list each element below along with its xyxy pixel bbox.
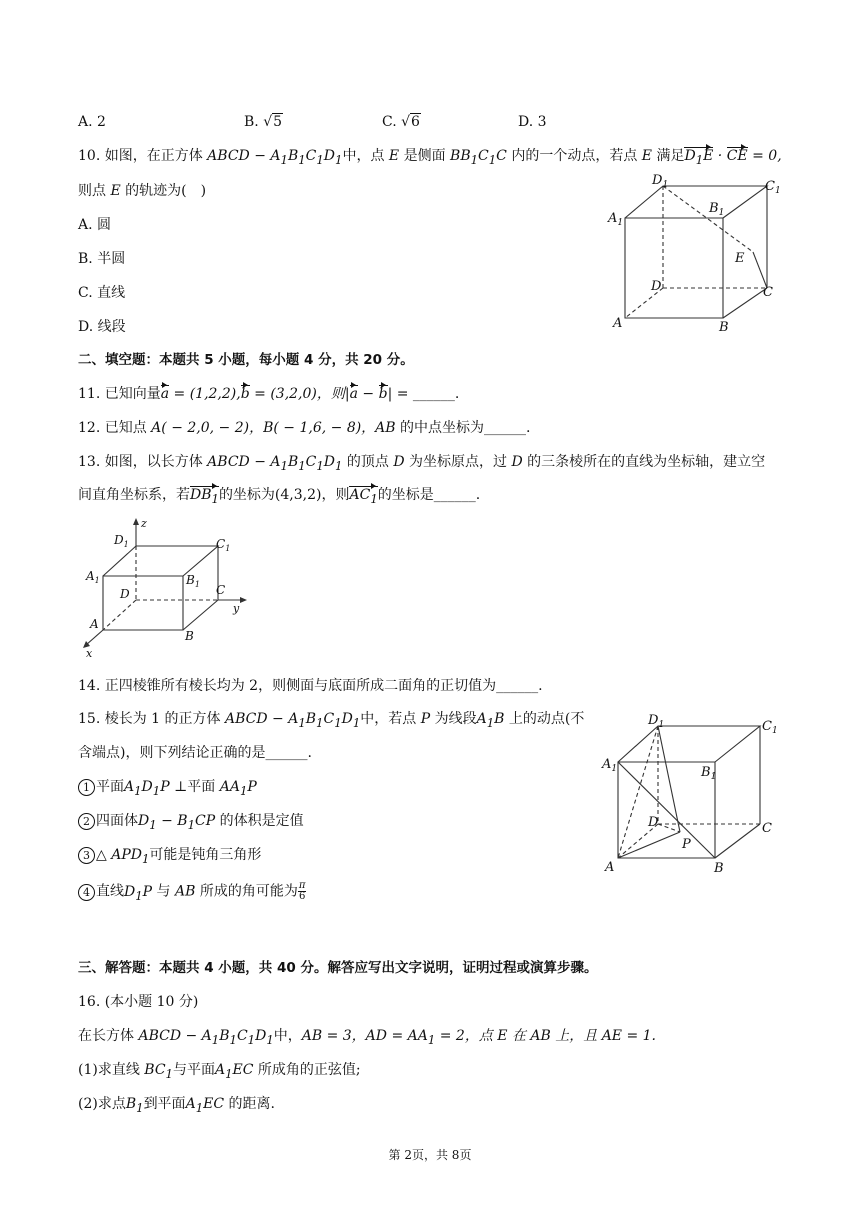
svg-text:C: C bbox=[216, 583, 226, 597]
svg-text:B1: $B_1$ bbox=[701, 765, 717, 782]
svg-text:y: y bbox=[233, 602, 240, 615]
page-footer: 第 2页，共 8页 bbox=[388, 1148, 472, 1162]
svg-text:D: D bbox=[651, 279, 662, 294]
q13-line1: 13. 如图，以长方体 ABCD − $A_1B_1C_1D_1$ 的顶点 D 为坐标原点，过 D 的三条棱所在的直线为坐标轴，建立空 bbox=[78, 454, 766, 473]
svg-text:D1: $D_1$ bbox=[652, 173, 669, 190]
svg-text:E: E bbox=[735, 251, 745, 266]
svg-text:A1: $A_1$ bbox=[86, 569, 100, 585]
svg-text:D: D bbox=[120, 587, 130, 601]
svg-text:P: P bbox=[682, 837, 691, 852]
q9-option-a: A. 2 bbox=[78, 114, 106, 130]
q15-statement-4: 4 直线$D_1P$ 与 AB 所成的角可能为 $\frac{\pi}{6}$ bbox=[78, 881, 306, 905]
svg-text:B: B bbox=[185, 629, 194, 643]
svg-text:B1: $B_1$ bbox=[186, 573, 200, 589]
svg-text:C1: $C_1$ bbox=[762, 719, 778, 736]
q10-cube-figure bbox=[605, 172, 785, 334]
q15-statement-1: 1 平面$A_1D_1P$ ⊥平面 $AA_1P$ bbox=[78, 777, 257, 801]
q15-cube-figure bbox=[600, 708, 790, 878]
section-2-heading: 二、填空题：本题共 5 小题，每小题 4 分，共 20 分。 bbox=[78, 352, 414, 368]
svg-text:C1: $C_1$ bbox=[765, 179, 781, 196]
q15-statement-2: 2 四面体$D_1 - B_1CP$ 的体积是定值 bbox=[78, 811, 304, 835]
svg-text:D1: $D_1$ bbox=[648, 713, 665, 730]
svg-text:A: A bbox=[613, 316, 623, 331]
svg-text:D1: $D_1$ bbox=[114, 533, 129, 549]
q10-line2: 则点 E 的轨迹为( ) bbox=[78, 183, 207, 199]
svg-text:D: D bbox=[648, 815, 659, 830]
svg-text:B1: $B_1$ bbox=[709, 201, 725, 218]
svg-text:z: z bbox=[141, 517, 147, 530]
q15-line2: 含端点)，则下列结论正确的是______. bbox=[78, 745, 312, 761]
svg-text:A: A bbox=[90, 617, 99, 631]
q10-line1: 10. 如图，在正方体 ABCD − $A_1B_1C_1D_1$中，点 E 是侧面 $BB_1C_1C$ 内的一个动点，若点 E 满足$D_1E$ · CE = 0, bbox=[78, 146, 782, 170]
q11-line: 11. 已知向量a = (1,2,2),b = (3,2,0)，则|a − b| = ______. bbox=[78, 386, 460, 402]
q10-option-d: D. 线段 bbox=[78, 319, 126, 335]
q14-line: 14. 正四棱锥所有棱长均为 2，则侧面与底面所成二面角的正切值为______. bbox=[78, 678, 543, 694]
q9-option-c: C. √6 bbox=[382, 114, 420, 130]
q13-line2: 间直角坐标系，若$DB_1$的坐标为(4,3,2)，则$AC_1$的坐标是______. bbox=[78, 485, 480, 509]
q12-line: 12. 已知点 A( − 2,0, − 2)，B( − 1,6, − 8)，AB 的中点坐标为______. bbox=[78, 420, 531, 436]
q16-body: 在长方体 ABCD − $A_1B_1C_1D_1$中，AB = 3，AD = $AA_1 = 2$，点 E 在 AB 上，且 AE = 1. bbox=[78, 1028, 657, 1047]
q16-part-2: (2)求点$B_1$到平面$A_1EC$ 的距离. bbox=[78, 1096, 275, 1115]
svg-text:C: C bbox=[763, 285, 773, 300]
q10-option-a: A. 圆 bbox=[78, 217, 112, 233]
q15-line1: 15. 棱长为 1 的正方体 ABCD − $A_1B_1C_1D_1$中，若点 P 为线段$A_1B$ 上的动点(不 bbox=[78, 711, 585, 730]
svg-text:C: C bbox=[762, 821, 772, 836]
svg-text:B: B bbox=[714, 861, 724, 876]
svg-text:x: x bbox=[86, 647, 93, 660]
q16-header: 16. (本小题 10 分) bbox=[78, 994, 199, 1010]
q10-option-b: B. 半圆 bbox=[78, 251, 126, 267]
q10-option-c: C. 直线 bbox=[78, 285, 126, 301]
q9-option-b: B. √5 bbox=[244, 114, 283, 130]
section-3-heading: 三、解答题：本题共 4 小题，共 40 分。解答应写出文字说明，证明过程或演算步骤。 bbox=[78, 960, 598, 976]
svg-text:A: A bbox=[605, 860, 615, 875]
q13-box-figure bbox=[78, 512, 258, 660]
svg-text:B: B bbox=[719, 320, 729, 334]
q15-statement-3: 3 △ $APD_1$可能是钝角三角形 bbox=[78, 845, 261, 869]
svg-text:C1: $C_1$ bbox=[216, 537, 231, 553]
q9-option-d: D. 3 bbox=[518, 114, 547, 130]
svg-text:A1: $A_1$ bbox=[602, 757, 618, 774]
svg-text:A1: $A_1$ bbox=[608, 211, 624, 228]
q16-part-1: (1)求直线 $BC_1$与平面$A_1EC$ 所成角的正弦值; bbox=[78, 1062, 361, 1081]
